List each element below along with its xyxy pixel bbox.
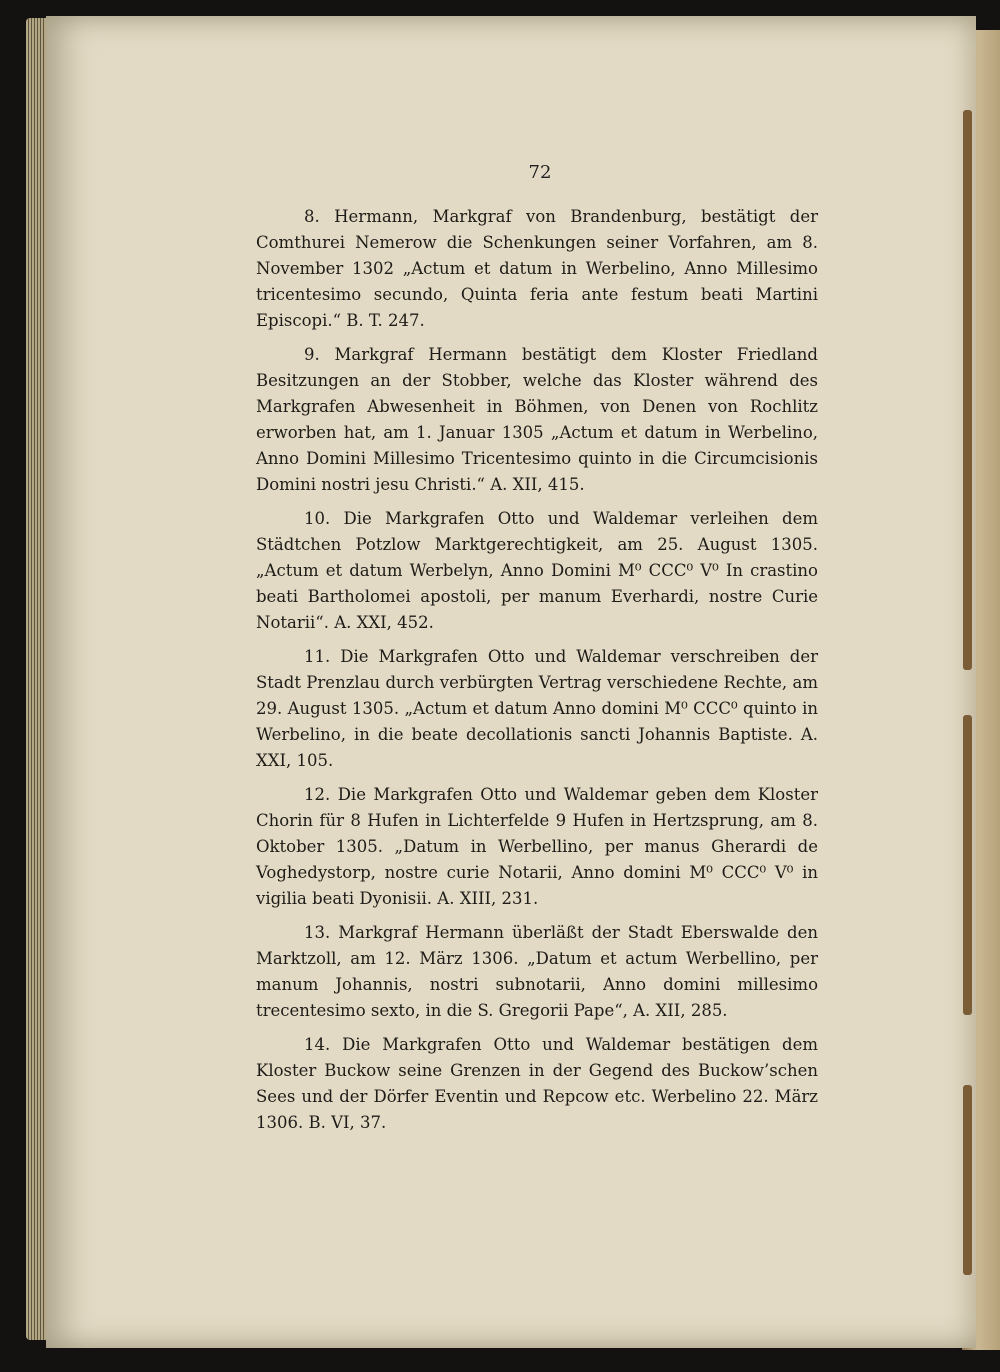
document-entry: 13. Markgraf Hermann überläßt der Stadt Eberswalde den Marktzoll, am 12. März 1306. „Datum et actum Werbellino, per manum Johannis, nostri subnotarii, Anno domini millesimo trecentesimo sexto, in die S. Gregorii Pape“, A. XII, 285. xyxy=(256,923,818,1020)
document-entry: 10. Die Markgrafen Otto und Waldemar verleihen dem Städtchen Potzlow Marktgerechtigkeit, am 25. August 1305. „Actum et datum Werbelyn, Anno Domini M⁰ CCC⁰ V⁰ In crastino beati Bartholomei apostoli, per manum Everhardi, nostre Curie Notarii“. A. XXI, 452. xyxy=(256,509,818,632)
document-entry: 12. Die Markgrafen Otto und Waldemar geben dem Kloster Chorin für 8 Hufen in Lichterfelde 9 Hufen in Hertzsprung, am 8. Oktober 1305. „Datum in Werbellino, per manus Gherardi de Voghedystorp, nostre curie Notarii, Anno domini M⁰ CCC⁰ V⁰ in vigilia beati Dyonisii. A. XIII, 231. xyxy=(256,785,818,908)
binding-strip xyxy=(963,110,972,670)
document-entry: 14. Die Markgrafen Otto und Waldemar bestätigen dem Kloster Buckow seine Grenzen in der Gegend des Buckow’schen Sees und der Dörfer Eventin und Repcow etc. Werbelino 22. März 1306. B. VI, 37. xyxy=(256,1035,818,1132)
document-entry: 8. Hermann, Markgraf von Brandenburg, bestätigt der Comthurei Nemerow die Schenkungen seiner Vorfahren, am 8. November 1302 „Actum et datum in Werbelino, Anno Millesimo tricentesimo secundo, Quinta feria ante festum beati Martini Episcopi.“ B. T. 247. xyxy=(256,207,818,330)
document-entry: 9. Markgraf Hermann bestätigt dem Kloster Friedland Besitzungen an der Stobber, welche das Kloster während des Markgrafen Abwesenheit in Böhmen, von Denen von Rochlitz erworben hat, am 1. Januar 1305 „Actum et datum in Werbelino, Anno Domini Millesimo Tricentesimo quinto in die Circumcisionis Domini nostri jesu Christi.“ A. XII, 415. xyxy=(256,345,818,494)
page-number: 72 xyxy=(528,162,552,183)
binding-strip xyxy=(963,1085,972,1275)
binding-strip xyxy=(963,715,972,1015)
document-entry: 11. Die Markgrafen Otto und Waldemar verschreiben der Stadt Prenzlau durch verbürgten Vertrag verschiedene Rechte, am 29. August 1305. „Actum et datum Anno domini M⁰ CCC⁰ quinto in Werbelino, in die beate decollationis sancti Johannis Baptiste. A. XXI, 105. xyxy=(256,647,818,770)
document-body xyxy=(256,204,818,1144)
